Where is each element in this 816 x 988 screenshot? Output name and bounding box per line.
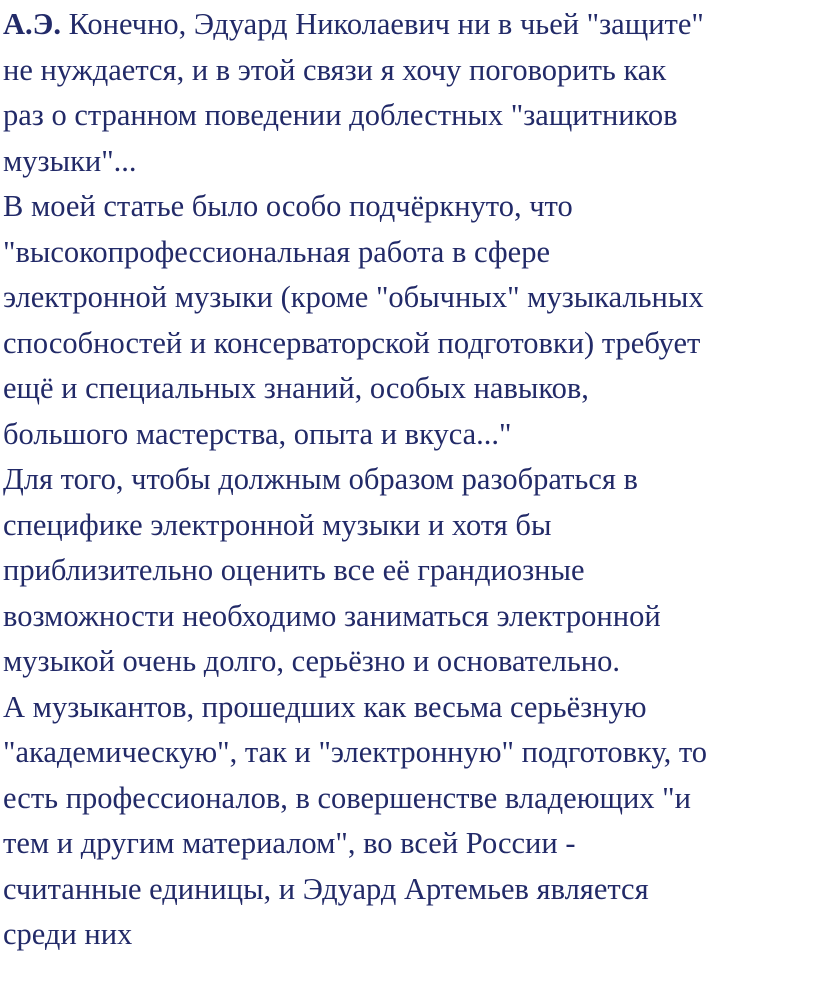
- text-line-20: считанные единицы, и Эдуард Артемьев является: [3, 871, 649, 906]
- speaker-initials: А.Э.: [3, 7, 61, 41]
- text-line-11: Для того, чтобы должным образом разобраться в: [3, 462, 638, 496]
- text-line-15: музыкой очень долго, серьёзно и основательно.: [3, 644, 620, 678]
- text-line-8: способностей и консерваторской подготовки) требует: [3, 325, 701, 360]
- text-line-4: музыки"...: [3, 143, 137, 178]
- text-line-12: специфике электронной музыки и хотя бы: [3, 507, 552, 542]
- text-line-21: среди них: [3, 917, 133, 951]
- text-line-13: приблизительно оценить все её грандиозные: [3, 553, 585, 587]
- text-line-9: ещё и специальных знаний, особых навыков,: [3, 371, 589, 405]
- text-line-7: электронной музыки (кроме "обычных" музыкальных: [3, 280, 704, 314]
- text-line-18: есть профессионалов, в совершенстве владеющих "и: [3, 780, 691, 815]
- text-line-14: возможности необходимо заниматься электронной: [3, 598, 661, 633]
- text-line-17: "академическую", так и "электронную" подготовку, то: [3, 735, 708, 769]
- text-line-10: большого мастерства, опыта и вкуса...": [3, 416, 512, 451]
- text-line-1-body: Конечно, Эдуард Николаевич ни в чьей "защите": [60, 7, 704, 41]
- text-line-16: А музыкантов, прошедших как весьма серьёзную: [3, 689, 647, 724]
- text-line-6: "высокопрофессиональная работа в сфере: [3, 234, 550, 269]
- text-line-19: тем и другим материалом", во всей России -: [3, 826, 576, 860]
- text-line-3: раз о странном поведении доблестных "защитников: [3, 98, 678, 132]
- text-line-1: [3, 2, 816, 48]
- text-line-5: В моей статье было особо подчёркнуто, что: [3, 189, 573, 223]
- text-line-2: не нуждается, и в этой связи я хочу поговорить как: [3, 52, 667, 87]
